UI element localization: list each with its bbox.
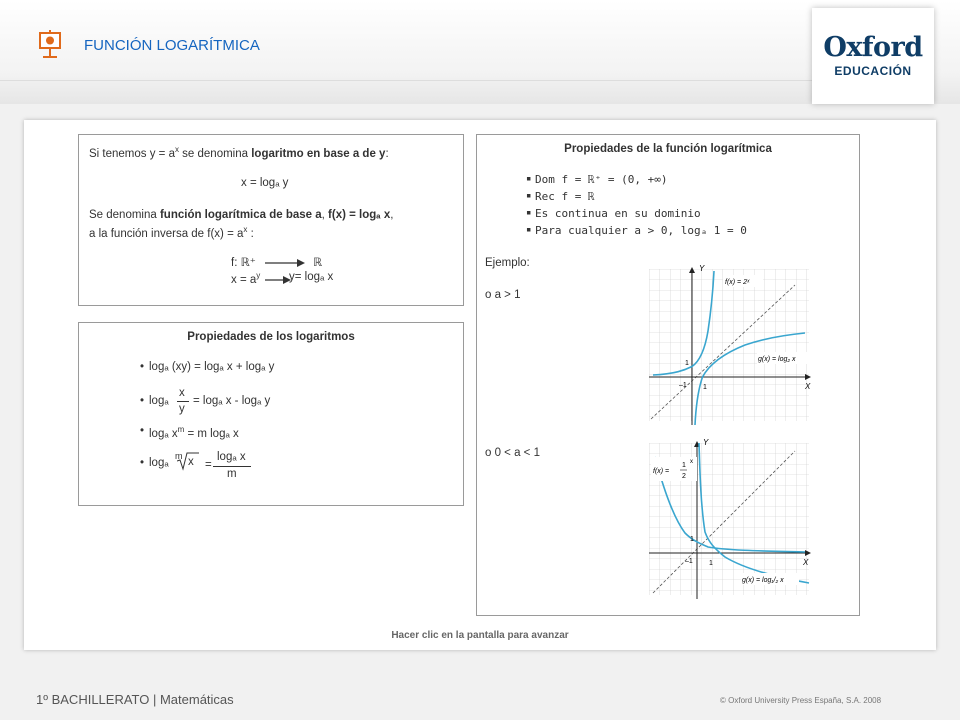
quotient-denominator: y [179, 403, 185, 415]
log-properties-box [78, 322, 464, 506]
definition-line-3: a la función inversa de $f(x) = a^x$ : [89, 225, 254, 240]
mapping-arrow-2 [265, 275, 291, 285]
graph2-tick-y-one: 1 [690, 536, 694, 543]
log-property-product: • logₐ (xy) = logₐ x + logₐ y [149, 361, 274, 373]
definition-formula: x = logₐ y [241, 177, 289, 189]
presentation-icon [38, 30, 62, 58]
function-properties-box [476, 134, 860, 616]
slide-card[interactable] [24, 120, 936, 650]
root-radicand: x [188, 456, 194, 468]
mapping-image: y= logₐ x [289, 271, 334, 283]
property-log-one: ▪ Para cualquier a > 0, logₐ 1 = 0 [535, 224, 747, 237]
graph1-y-label: Y [699, 265, 705, 273]
course-label: 1º BACHILLERATO | Matemáticas [36, 692, 234, 707]
log-property-quotient-rhs: = logₐ x - logₐ y [193, 395, 271, 407]
log-property-power: • logₐ $x^m = m$ logₐ x [149, 425, 239, 440]
root-fraction-numerator: logₐ x [217, 451, 246, 463]
graph2-f-frac-num: 1 [682, 462, 686, 469]
graph2-g-label: g(x) = log₁/₂ x [742, 577, 784, 584]
page-title: FUNCIÓN LOGARÍTMICA [84, 37, 260, 54]
root-equals: = [205, 459, 212, 471]
logo-educacion-text: EDUCACIÓN [834, 64, 912, 78]
property-domain: ▪ Dom f = ℝ⁺ = (0, +∞) [535, 173, 667, 186]
log-property-root-lhs: • logₐ [149, 457, 169, 469]
header-bar [0, 0, 960, 104]
case-base-less-one: o 0 < a < 1 [485, 447, 540, 459]
graph2-x-label: X [803, 558, 809, 567]
property-range: ▪ Rec f = ℝ [535, 190, 595, 203]
root-fraction-bar [213, 466, 251, 467]
graph2-tick-x-one: 1 [709, 560, 713, 567]
property-continuous: ▪ Es continua en su dominio [535, 207, 701, 220]
advance-hint: Hacer clic en la pantalla para avanzar [391, 630, 569, 641]
definition-box [78, 134, 464, 306]
graph1-f-label: f(x) = 2ˣ [725, 279, 750, 286]
graph1-x-label: X [805, 382, 811, 391]
oxford-logo [812, 8, 934, 104]
definition-line-1: Si tenemos $y = a^x$ se denomina logaritmo en base a de y: [89, 145, 389, 160]
graph2-y-label: Y [703, 438, 709, 447]
mapping-row-2: $x = a^y$ [231, 271, 261, 286]
graph-base-less-one [645, 437, 815, 601]
root-fraction-denominator: m [227, 468, 237, 480]
graph2-tick-minus: –1 [685, 558, 693, 565]
root-index: m [175, 451, 183, 461]
graph1-tick-x-one: 1 [703, 384, 707, 391]
mapping-arrow-1 [265, 258, 305, 268]
header-divider [0, 80, 820, 81]
example-label: Ejemplo: [485, 257, 530, 269]
log-properties-title: Propiedades de los logaritmos [187, 331, 355, 343]
quotient-numerator: x [179, 387, 185, 399]
definition-line-2: Se denomina función logarítmica de base a, f(x) = logₐ x, [89, 209, 394, 221]
graph1-tick-minus: –1 [679, 382, 687, 389]
copyright-text: © Oxford University Press España, S.A. 2008 [720, 696, 882, 705]
graph1-g-label: g(x) = log₂ x [758, 356, 796, 363]
graph2-f-frac-den: 2 [682, 473, 686, 480]
log-property-quotient-lhs: • logₐ [149, 395, 169, 407]
function-properties-title: Propiedades de la función logarítmica [564, 143, 772, 155]
graph1-tick-y-one: 1 [685, 360, 689, 367]
mapping-codomain: ℝ [313, 257, 323, 269]
graph2-f-exp: x [690, 459, 693, 465]
quotient-fraction-bar [177, 401, 189, 402]
mapping-row-1: f: ℝ⁺ [231, 257, 256, 269]
logo-oxford-text: Oxford [823, 32, 923, 63]
case-base-greater-one: o a > 1 [485, 289, 521, 301]
graph-base-greater-one [645, 265, 815, 427]
graph2-f-label: f(x) = [653, 468, 670, 475]
